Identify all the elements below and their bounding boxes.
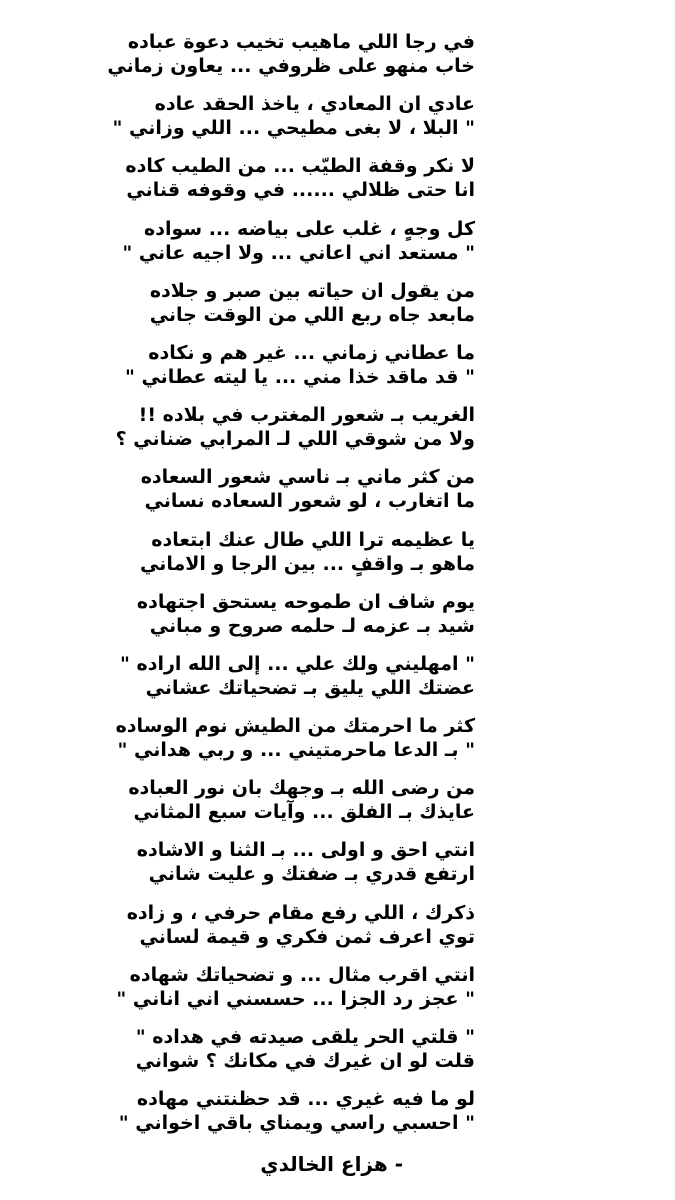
poem-stanza [0, 30, 675, 92]
poem-line: ما عطاني زماني ... غير هم و نكاده [148, 341, 475, 364]
poem-stanza [0, 1087, 675, 1149]
poem-stanza [0, 92, 675, 154]
poem-stanza [0, 901, 675, 963]
poem-line: كل وجهٍ ، غلب على بياضه ... سواده [144, 217, 475, 240]
poem-line: ارتفع قدري بـ ضفتك و عليت شاني [148, 863, 475, 886]
poem-line: كثر ما احرمتك من الطيش نوم الوساده [115, 715, 475, 738]
poem-line: انتي احق و اولى ... بـ الثنا و الاشاده [136, 839, 475, 862]
poem-line: " بـ الدعا ماحرمتيني ... و ربي هداني " [117, 739, 475, 762]
poem-stanza [0, 963, 675, 1025]
poem-stanza [0, 279, 675, 341]
poem-line: الغريب بـ شعور المغترب في بلاده !! [138, 404, 475, 427]
poem-line: " احسبي راسي ويمناي باقي اخواني " [118, 1112, 475, 1135]
poem-line: لا نكر وقفة الطيّب ... من الطيب كاده [125, 155, 475, 178]
poem-stanza [0, 838, 675, 900]
poem-line: ما اتغارب ، لو شعور السعاده نساني [144, 490, 475, 513]
poem-line: ولا من شوقي اللي لـ المرابي ضناني ؟ [115, 428, 475, 451]
poem-line: خاب منهو على ظروفي ... يعاون زماني [107, 55, 475, 77]
poem-stanza [0, 154, 675, 216]
poem-line: " مستعد اني اعاني ... ولا اجيه عاني " [122, 241, 475, 264]
poem-line: عادي ان المعادي ، ياخذ الحقد عاده [154, 93, 475, 116]
poem-line: " البلا ، لا بغى مطيحي ... اللي وزاني " [112, 117, 475, 140]
poem-line: انا حتى ظلالي ...... في وقوفه قناني [126, 179, 475, 202]
poem-line: عايذك بـ الفلق ... وآيات سبع المثاني [133, 801, 475, 824]
poem-line: " عجز رد الجزا ... حسسني اني اناني " [116, 987, 475, 1010]
poem-line: " قلتي الحر يلقى صيدته في هداده " [135, 1026, 475, 1048]
poem-stanza [0, 652, 675, 714]
poem-stanza [0, 341, 675, 403]
poem-stanza [0, 776, 675, 838]
poem-line: ماهو بـ واقفٍ ... بين الرجا و الاماني [140, 552, 475, 575]
poem-line: يوم شاف ان طموحه يستحق اجتهاده [136, 590, 475, 613]
poem-line: عضتك اللي يليق بـ تضحياتك عشاني [145, 676, 475, 699]
poem-stanza [0, 590, 675, 652]
poem-line: من رضى الله بـ وجهك بان نور العباده [128, 777, 475, 800]
poem-line: قلت لو ان غيرك في مكانك ؟ شواني [135, 1050, 475, 1072]
poem-stanza [0, 528, 675, 590]
poem-line: " امهليني ولك علي ... إلى الله اراده " [120, 652, 475, 675]
poem-line: يا عظيمه ترا اللي طال عنك ابتعاده [151, 528, 475, 551]
poem-stanza [0, 714, 675, 776]
poem-line: توي اعرف ثمن فكري و قيمة لساني [139, 925, 475, 948]
poem-stanza [0, 217, 675, 279]
poem-line: " قد ماقد خذا مني ... يا ليته عطاني " [124, 365, 475, 388]
poem-stanza [0, 465, 675, 527]
poem-body [0, 30, 675, 1149]
poem-line: من كثر ماني بـ ناسي شعور السعاده [140, 466, 475, 489]
poem-line: من يقول ان حياته بين صبر و جلاده [149, 279, 475, 302]
poem-stanza [0, 1025, 675, 1087]
poet-signature: - هزاع الخالدي [260, 1152, 403, 1176]
poem-line: ذكرك ، اللي رفع مقام حرفي ، و زاده [126, 901, 475, 924]
poem-line: انتي اقرب مثال ... و تضحياتك شهاده [129, 963, 475, 986]
poem-line: مابعد جاه ربع اللي من الوقت جاني [149, 303, 475, 326]
poem-stanza [0, 403, 675, 465]
poem-line: لو ما فيه غيري ... قد حظنتني مهاده [136, 1088, 475, 1111]
poem-line: في رجا اللي ماهيب تخيب دعوة عباده [127, 31, 475, 53]
poem-line: شيد بـ عزمه لـ حلمه صروح و مباني [149, 614, 475, 637]
